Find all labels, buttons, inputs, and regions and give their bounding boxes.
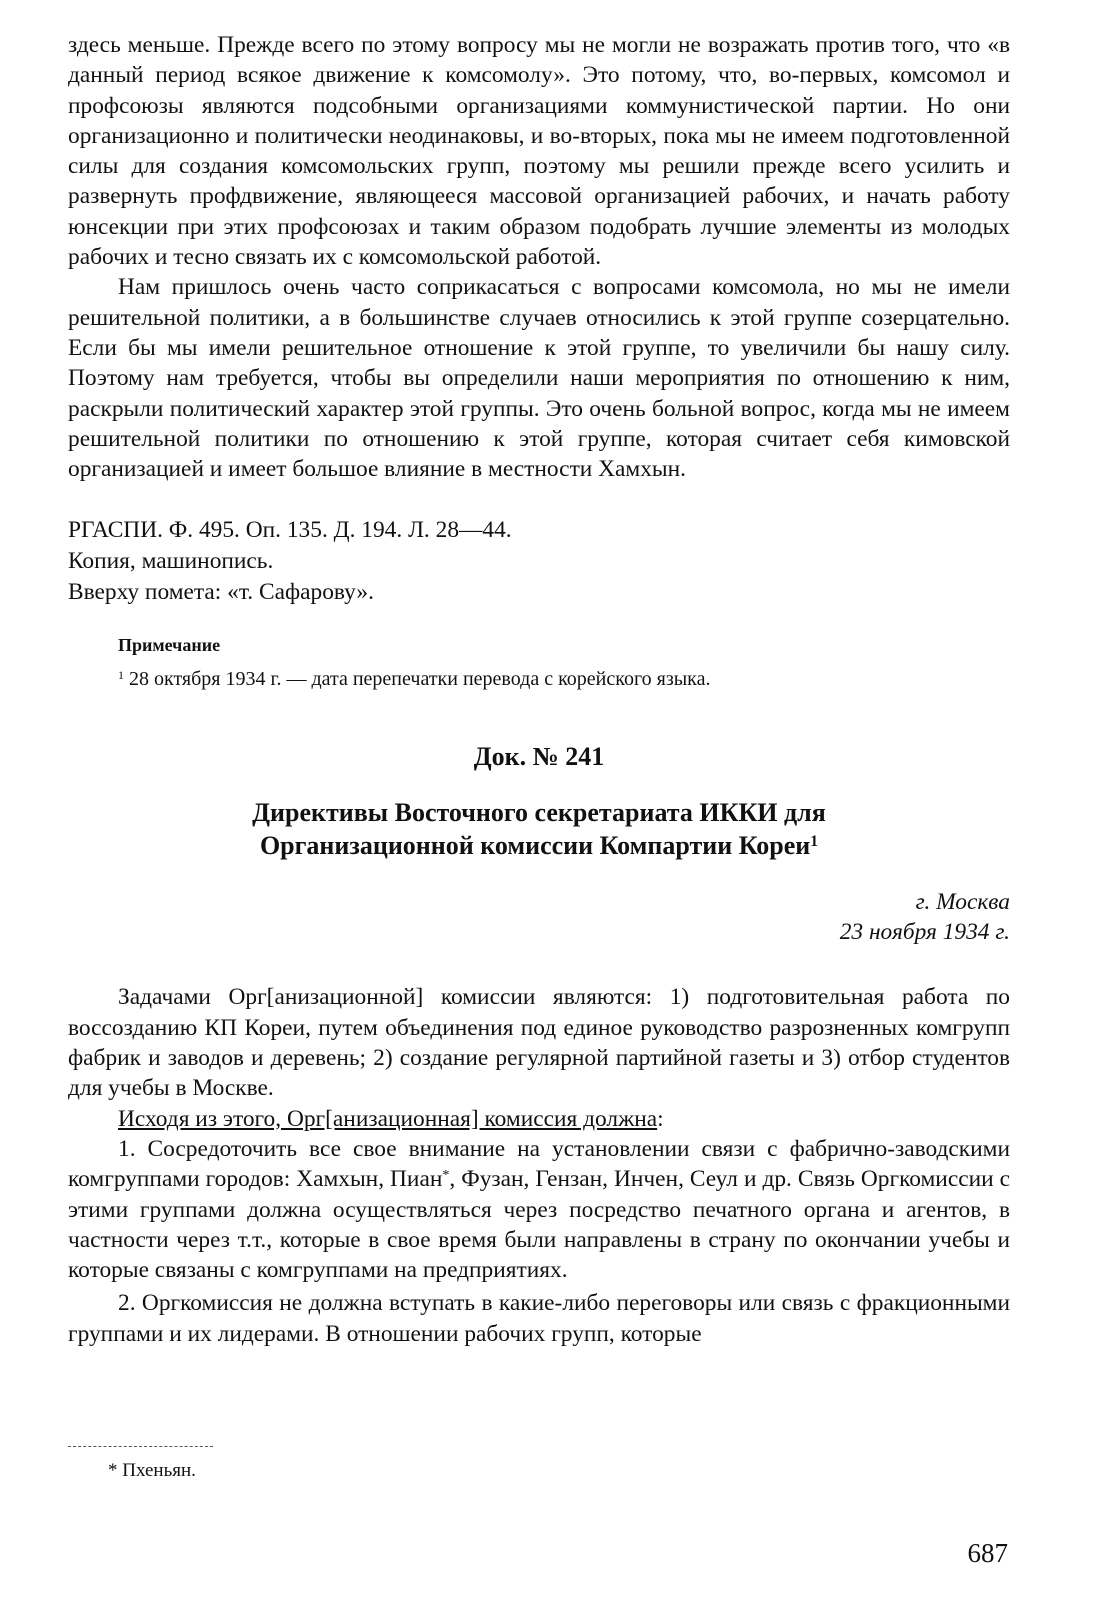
footnote	[108, 1458, 196, 1484]
continuation-paragraph: Нам пришлось очень часто соприкасаться с вопросами комсомола, но мы не имели решительной политики, а в большинстве случаев относились к этой группе созерцательно. Если бы мы имели решительное отношение к этой группе, то увеличили бы нашу силу. Поэтому нам требуется, чтобы вы определили наши мероприятия по отношению к ним, раскрыли политический характер этой группы. Это очень больной вопрос, когда мы не имеем решительной политики по отношению к этой группе, которая считает себя кимовской организацией и имеет большое влияние в местности Хамхын.	[68, 274, 1010, 483]
archive-reference: РГАСПИ. Ф. 495. Оп. 135. Д. 194. Л. 28—44.	[68, 517, 512, 544]
footnote-marker: *	[108, 1460, 118, 1481]
lead-in-colon: :	[657, 1105, 664, 1132]
footnote-text: Пхеньян.	[122, 1460, 196, 1481]
archive-reference-block	[68, 515, 1010, 608]
item-1-text: 1. Сосредоточить все свое внимание на установлении связи с фабрично-заводскими комгруппами городов: Хамхын, Пиан	[68, 1135, 1010, 1193]
note-text	[118, 664, 1010, 694]
directive-item-1	[68, 1134, 1010, 1285]
item-1-text-continued: , Фузан, Гензан, Инчен, Сеул и др. Связь Оргкомиссии с этими группами должна осуществляться через посредство печатного органа и агентов, в частности через т.т., которые в свое время были направлены в страну по окончании учебы и которые связаны с комгруппами на предприятиях.	[68, 1166, 1010, 1284]
document-title-line: Директивы Восточного секретариата ИККИ для	[252, 798, 826, 828]
archive-mark: Вверху помета: «т. Сафарову».	[68, 579, 374, 606]
document-title-line: Организационной комиссии Компартии Кореи	[259, 831, 811, 861]
page-number: 687	[967, 1538, 1008, 1568]
note-marker: 1	[118, 667, 124, 682]
document-place: г. Москва	[915, 889, 1010, 916]
document-intro: Задачами Орг[анизационной] комиссии являются: 1) подготовительная работа по воссозданию КП Кореи, путем объединения под единое руководство разрозненных комгрупп фабрик и заводов и деревень; 2) создание регулярной партийной газеты и 3) отбор студентов для учебы в Москве.	[68, 984, 1010, 1102]
lead-in-underlined: Исходя из этого, Орг[анизационная] комиссия должна	[118, 1105, 658, 1132]
archive-copy-type: Копия, машинопись.	[68, 548, 274, 575]
document-date: 23 ноября 1934 г.	[839, 919, 1010, 946]
continuation-paragraph: здесь меньше. Прежде всего по этому вопросу мы не могли не возражать против того, что «в данный период всякое движение к комсомолу». Это потому, что, во-первых, комсомол и профсоюзы являются подсобными организациями коммунистической партии. Но они организационно и политически неодинаковы, и во-вторых, пока мы не имеем подготовленной силы для создания комсомольских групп, поэтому мы решили прежде всего усилить и развернуть профдвижение, являющееся массовой организацией рабочих, и начать работу юнсекции при этих профсоюзах и таким образом подобрать лучшие элементы из молодых рабочих и тесно связать их с комсомольской работой.	[68, 32, 1010, 271]
note-heading: Примечание	[118, 635, 221, 656]
footnote-divider	[68, 1446, 213, 1447]
directive-item-2: 2. Оргкомиссия не должна вступать в какие-либо переговоры или связь с фракционными группами и их лидерами. В отношении рабочих групп, которые	[68, 1290, 1010, 1347]
document-number: Док. № 241	[473, 742, 605, 772]
document-place-date	[68, 887, 1010, 947]
note-block	[68, 632, 1010, 694]
title-note-marker: 1	[810, 832, 819, 850]
document-lead-in	[68, 1104, 1010, 1134]
footnote-ref-marker: *	[442, 1166, 450, 1183]
document-title	[68, 796, 1010, 862]
page-body	[68, 30, 1010, 1349]
document-title-line-2	[68, 829, 1010, 862]
note-body: 28 октября 1934 г. — дата перепечатки перевода с корейского языка.	[129, 668, 711, 691]
